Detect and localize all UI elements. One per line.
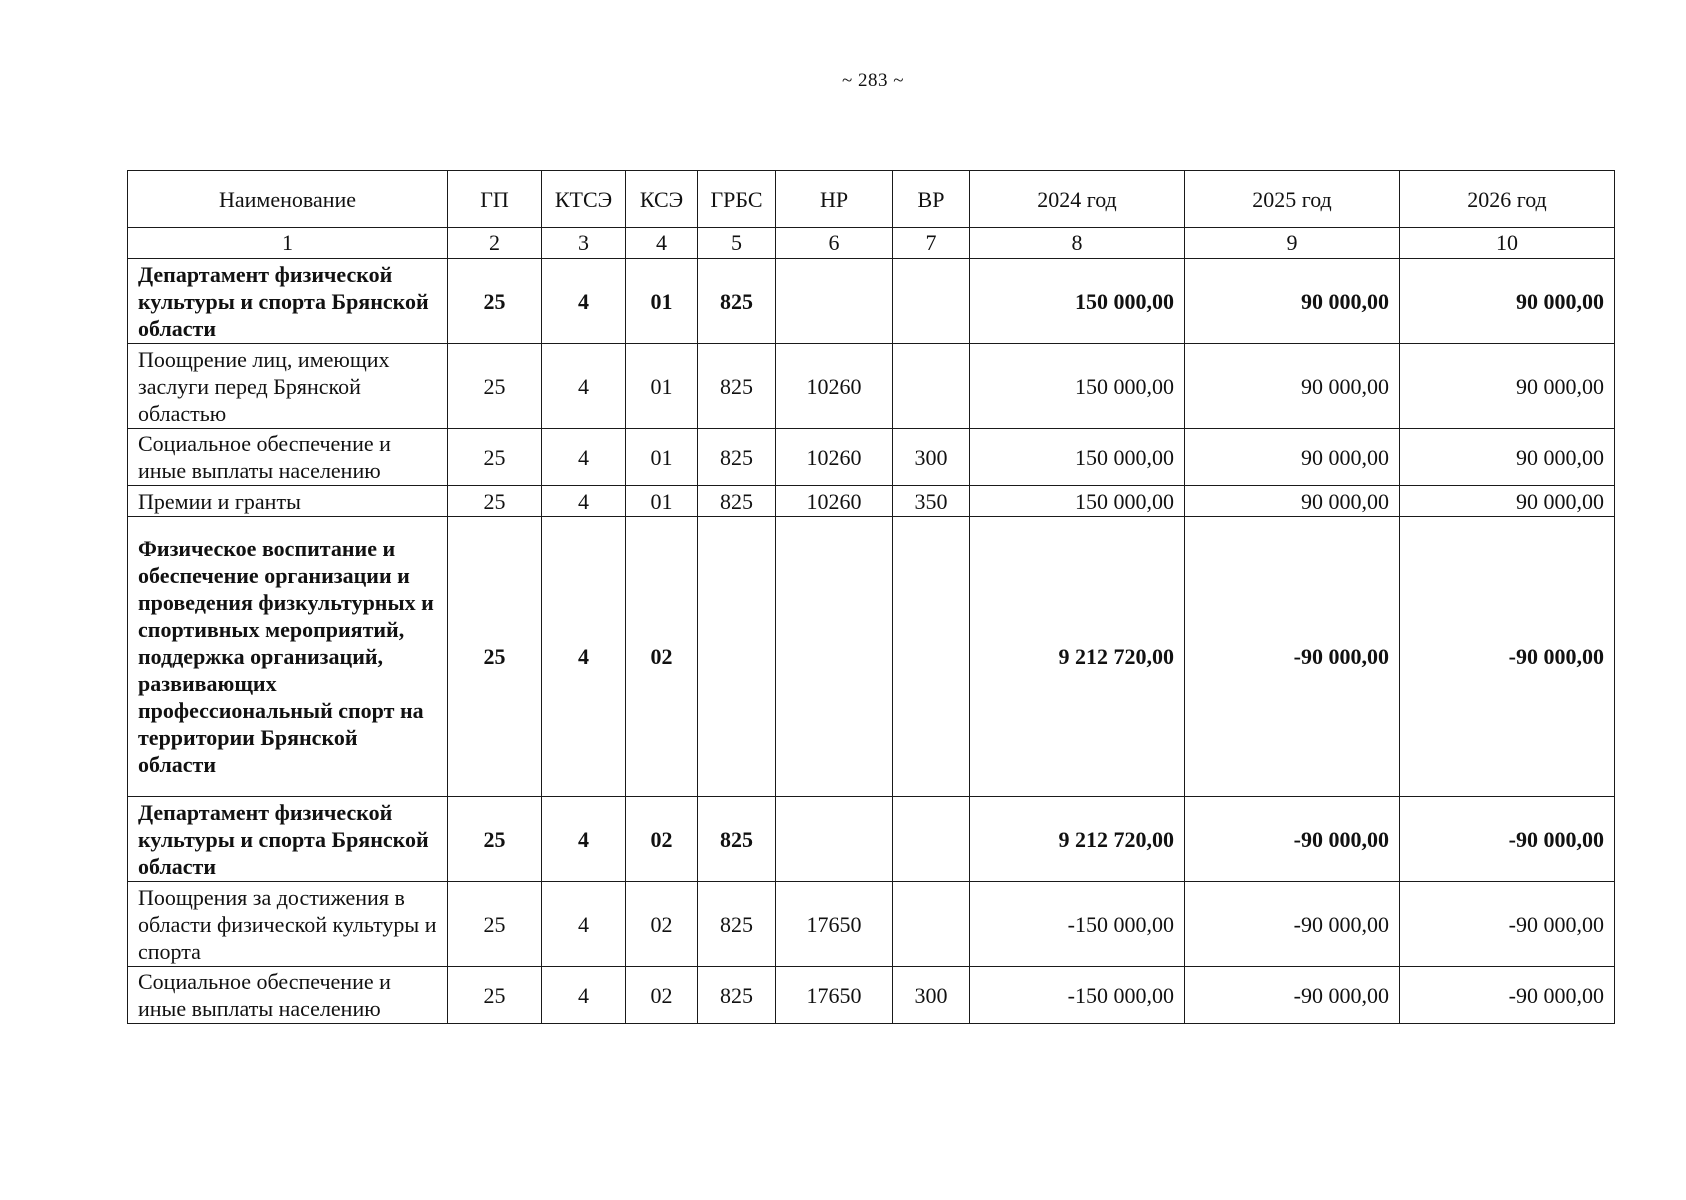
- row-2025: -90 000,00: [1185, 882, 1400, 967]
- row-grbs: 825: [698, 429, 776, 486]
- row-grbs: 825: [698, 486, 776, 517]
- column-number: 2: [448, 228, 542, 259]
- row-2024: 150 000,00: [970, 486, 1185, 517]
- row-2026: -90 000,00: [1400, 517, 1615, 797]
- row-vr: 300: [893, 429, 970, 486]
- row-name: Социальное обеспечение и иные выплаты населению: [128, 967, 448, 1024]
- column-number: 6: [776, 228, 893, 259]
- row-2024: 9 212 720,00: [970, 797, 1185, 882]
- row-name: Поощрение лиц, имеющих заслуги перед Брянской областью: [128, 344, 448, 429]
- row-2025: -90 000,00: [1185, 967, 1400, 1024]
- header-kse: КСЭ: [626, 171, 698, 228]
- table-row: [128, 486, 1615, 517]
- row-2026: 90 000,00: [1400, 259, 1615, 344]
- row-2024: -150 000,00: [970, 882, 1185, 967]
- column-number-row: [128, 228, 1615, 259]
- row-nr: [776, 797, 893, 882]
- row-2024: 150 000,00: [970, 344, 1185, 429]
- row-nr: [776, 259, 893, 344]
- row-nr: [776, 517, 893, 797]
- row-ktse: 4: [542, 429, 626, 486]
- row-nr: 17650: [776, 882, 893, 967]
- column-number: 8: [970, 228, 1185, 259]
- row-gp: 25: [448, 797, 542, 882]
- row-ktse: 4: [542, 967, 626, 1024]
- column-number: 7: [893, 228, 970, 259]
- row-ktse: 4: [542, 517, 626, 797]
- row-gp: 25: [448, 967, 542, 1024]
- budget-table: [127, 170, 1615, 1024]
- row-name: Департамент физической культуры и спорта Брянской области: [128, 259, 448, 344]
- table-row: [128, 517, 1615, 797]
- row-gp: 25: [448, 344, 542, 429]
- row-vr: [893, 259, 970, 344]
- column-number: 5: [698, 228, 776, 259]
- table-row: [128, 882, 1615, 967]
- row-nr: 10260: [776, 344, 893, 429]
- row-grbs: 825: [698, 882, 776, 967]
- row-grbs: 825: [698, 797, 776, 882]
- row-kse: 01: [626, 259, 698, 344]
- header-gp: ГП: [448, 171, 542, 228]
- table-row: [128, 344, 1615, 429]
- row-name: Департамент физической культуры и спорта Брянской области: [128, 797, 448, 882]
- row-2025: 90 000,00: [1185, 344, 1400, 429]
- table-row: [128, 259, 1615, 344]
- row-2026: -90 000,00: [1400, 797, 1615, 882]
- row-vr: 350: [893, 486, 970, 517]
- column-number: 9: [1185, 228, 1400, 259]
- row-vr: [893, 344, 970, 429]
- row-vr: 300: [893, 967, 970, 1024]
- row-grbs: 825: [698, 259, 776, 344]
- row-gp: 25: [448, 517, 542, 797]
- header-row: [128, 171, 1615, 228]
- row-kse: 02: [626, 797, 698, 882]
- table-row: [128, 429, 1615, 486]
- row-kse: 02: [626, 882, 698, 967]
- row-name: Физическое воспитание и обеспечение организации и проведения физкультурных и спортивных мероприятий, поддержка организаций, развивающих профессиональный спорт на территории Брянской области: [128, 517, 448, 797]
- header-grbs: ГРБС: [698, 171, 776, 228]
- row-2024: 150 000,00: [970, 259, 1185, 344]
- row-2026: 90 000,00: [1400, 486, 1615, 517]
- row-grbs: [698, 517, 776, 797]
- row-kse: 02: [626, 517, 698, 797]
- row-2025: 90 000,00: [1185, 259, 1400, 344]
- page-number: ~ 283 ~: [841, 70, 905, 91]
- header-ktse: КТСЭ: [542, 171, 626, 228]
- row-ktse: 4: [542, 344, 626, 429]
- row-name: Премии и гранты: [128, 486, 448, 517]
- row-2024: 150 000,00: [970, 429, 1185, 486]
- row-vr: [893, 517, 970, 797]
- row-2026: -90 000,00: [1400, 967, 1615, 1024]
- header-2026: 2026 год: [1400, 171, 1615, 228]
- row-ktse: 4: [542, 797, 626, 882]
- header-vr: ВР: [893, 171, 970, 228]
- row-vr: [893, 882, 970, 967]
- column-number: 10: [1400, 228, 1615, 259]
- row-gp: 25: [448, 486, 542, 517]
- row-ktse: 4: [542, 882, 626, 967]
- row-name: Поощрения за достижения в области физической культуры и спорта: [128, 882, 448, 967]
- header-2025: 2025 год: [1185, 171, 1400, 228]
- row-name: Социальное обеспечение и иные выплаты населению: [128, 429, 448, 486]
- column-number: 3: [542, 228, 626, 259]
- row-gp: 25: [448, 429, 542, 486]
- header-2024: 2024 год: [970, 171, 1185, 228]
- row-ktse: 4: [542, 259, 626, 344]
- row-2025: -90 000,00: [1185, 797, 1400, 882]
- row-nr: 10260: [776, 429, 893, 486]
- column-number: 1: [128, 228, 448, 259]
- row-2025: 90 000,00: [1185, 429, 1400, 486]
- header-nr: НР: [776, 171, 893, 228]
- row-kse: 01: [626, 344, 698, 429]
- row-2026: 90 000,00: [1400, 429, 1615, 486]
- row-gp: 25: [448, 259, 542, 344]
- header-name: Наименование: [128, 171, 448, 228]
- row-ktse: 4: [542, 486, 626, 517]
- row-2026: 90 000,00: [1400, 344, 1615, 429]
- column-number: 4: [626, 228, 698, 259]
- row-nr: 17650: [776, 967, 893, 1024]
- row-2025: 90 000,00: [1185, 486, 1400, 517]
- row-grbs: 825: [698, 967, 776, 1024]
- row-gp: 25: [448, 882, 542, 967]
- row-kse: 02: [626, 967, 698, 1024]
- row-grbs: 825: [698, 344, 776, 429]
- row-vr: [893, 797, 970, 882]
- row-kse: 01: [626, 486, 698, 517]
- row-2024: 9 212 720,00: [970, 517, 1185, 797]
- row-2025: -90 000,00: [1185, 517, 1400, 797]
- row-2026: -90 000,00: [1400, 882, 1615, 967]
- table-row: [128, 967, 1615, 1024]
- row-kse: 01: [626, 429, 698, 486]
- table-row: [128, 797, 1615, 882]
- row-2024: -150 000,00: [970, 967, 1185, 1024]
- row-nr: 10260: [776, 486, 893, 517]
